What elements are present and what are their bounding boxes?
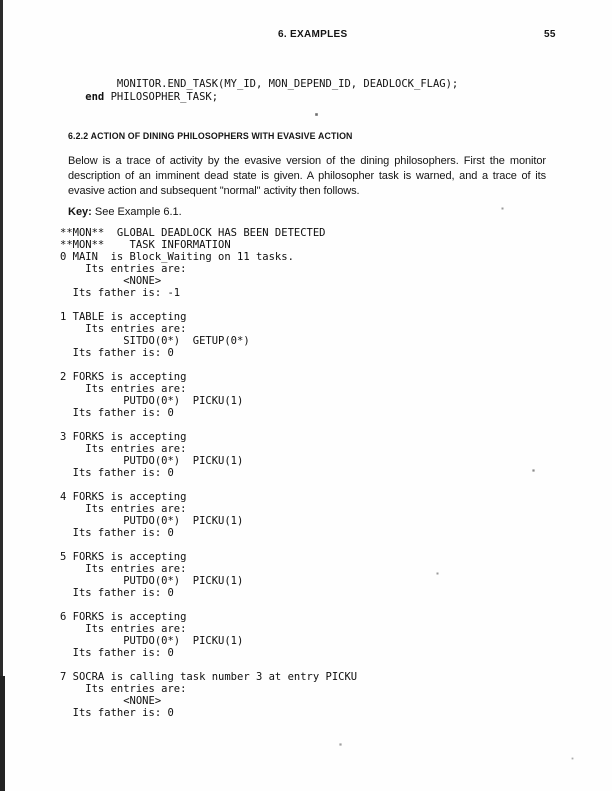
- scan-noise-specks: [0, 0, 1, 1]
- code-line-2: [60, 91, 458, 104]
- section-heading: 6.2.2 ACTION OF DINING PHILOSOPHERS WITH EVASIVE ACTION: [68, 131, 353, 141]
- scan-edge-artifact: [0, 0, 3, 791]
- chapter-title: 6. EXAMPLES: [278, 29, 348, 40]
- end-keyword: end: [60, 90, 105, 103]
- task-name: PHILOSOPHER_TASK;: [104, 90, 219, 103]
- code-line-1: [60, 78, 458, 91]
- key-label: Key:: [68, 206, 92, 218]
- scan-edge-artifact-bottom: [0, 676, 5, 791]
- body-paragraph: Below is a trace of activity by the evasive version of the dining philosophers. First the monitor description of an imminent dead state is given. A philosopher task is warned, and a trace of its evasive action and subsequent "normal" activity then follows.: [68, 155, 546, 198]
- key-line: [68, 206, 182, 218]
- monitor-trace-output: **MON** GLOBAL DEADLOCK HAS BEEN DETECTED **MON** TASK INFORMATION 0 MAIN is Block_Waiting on 11 tasks. Its entries are: <NONE> Its father is: -1 1 TABLE is accepting Its entries are: SITDO(0*) GETUP(0*) Its father is: 0 2 FORKS is accepting Its entries are: PUTDO(0*) PICKU(1) Its father is: 0 3 FORKS is accepting Its entries are: PUTDO(0*) PICKU(1) Its father is: 0 4 FORKS is accepting Its entries are: PUTDO(0*) PICKU(1) Its father is: 0 5 FORKS is accepting Its entries are: PUTDO(0*) PICKU(1) Its father is: 0 6 FORKS is accepting Its entries are: PUTDO(0*) PICKU(1) Its father is: 0 7 SOCRA is calling task number 3 at entry PICKU Its entries are: <NONE> Its father is: 0: [60, 227, 358, 719]
- key-text: See Example 6.1.: [91, 206, 182, 218]
- code-statement: MONITOR.END_TASK(MY_ID, MON_DEPEND_ID, DEADLOCK_FLAG);: [60, 78, 459, 90]
- code-listing: [60, 78, 458, 103]
- page-number: 55: [544, 29, 556, 40]
